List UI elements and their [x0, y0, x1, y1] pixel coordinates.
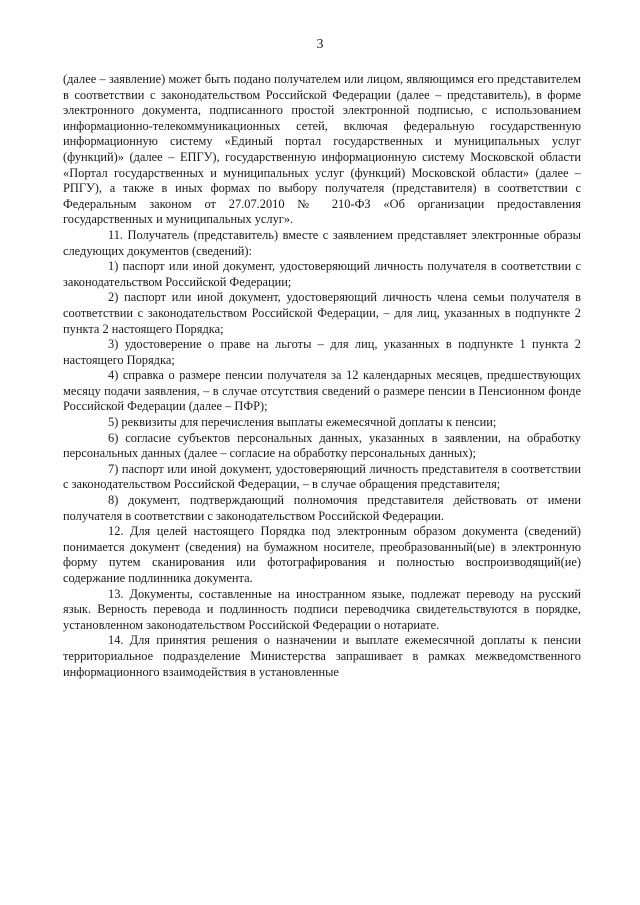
- list-item-1: 1) паспорт или иной документ, удостоверяющий личность получателя в соответствии с законодательством Российской Федерации;: [63, 259, 581, 289]
- paragraph-13: 13. Документы, составленные на иностранном языке, подлежат переводу на русский язык. Верность перевода и подлинность подписи переводчика свидетельствуются в порядке, установленном законодательством Российской Федерации о нотариате.: [63, 586, 581, 632]
- document-body: [63, 72, 581, 680]
- paragraph-14: 14. Для принятия решения о назначении и выплате ежемесячной доплаты к пенсии территориальное подразделение Министерства запрашивает в рамках межведомственного информационного взаимодействия в установленные: [63, 633, 581, 679]
- list-item-7: 7) паспорт или иной документ, удостоверяющий личность представителя в соответствии с законодательством Российской Федерации, – в случае обращения представителя;: [63, 461, 581, 492]
- list-item-4: 4) справка о размере пенсии получателя за 12 календарных месяцев, предшествующих месяцу подачи заявления, – в случае отсутствия сведений о размере пенсии в Пенсионном фонде Российской Федерации (далее – ПФР);: [63, 368, 581, 414]
- list-item-3: 3) удостоверение о праве на льготы – для лиц, указанных в подпункте 1 пункта 2 настоящего Порядка;: [63, 337, 581, 367]
- list-item-8: 8) документ, подтверждающий полномочия представителя действовать от имени получателя в соответствии с законодательством Российской Федерации.: [63, 493, 581, 523]
- paragraph-12: 12. Для целей настоящего Порядка под электронным образом документа (сведений) понимается документ (сведения) на бумажном носителе, преобразованный(ые) в электронную форму путем сканирования или фотографирования и полностью воспроизводящий(ие) содержание подлинника документа.: [63, 524, 581, 585]
- paragraph-11: 11. Получатель (представитель) вместе с заявлением представляет электронные образы следующих документов (сведений):: [63, 227, 581, 258]
- list-item-6: 6) согласие субъектов персональных данных, указанных в заявлении, на обработку персональных данных (далее – согласие на обработку персональных данных);: [63, 430, 581, 461]
- list-item-5: 5) реквизиты для перечисления выплаты ежемесячной доплаты к пенсии;: [108, 415, 497, 430]
- page-number: 3: [316, 37, 324, 52]
- list-item-2: 2) паспорт или иной документ, удостоверяющий личность члена семьи получателя в соответствии с законодательством Российской Федерации, – для лиц, указанных в подпункте 2 пункта 2 настоящего Порядка;: [63, 290, 581, 336]
- paragraph-continuation: (далее – заявление) может быть подано получателем или лицом, являющимся его представителем в соответствии с законодательством Российской Федерации (далее – представитель), в форме электронного документа, подписанного простой электронной подписью, с использованием информационно-телекоммуникационных сетей, включая федеральную государственную информационную систему «Единый портал государственных и муниципальных услуг (функций)» (далее – ЕПГУ), государственную информационную систему Московской области «Портал государственных и муниципальных услуг (функций) Московской области» (далее – РПГУ), а также в иных формах по выбору получателя (представителя) в соответствии с Федеральным законом от 27.07.2010 № 210-ФЗ «Об организации предоставления государственных и муниципальных услуг».: [63, 72, 581, 227]
